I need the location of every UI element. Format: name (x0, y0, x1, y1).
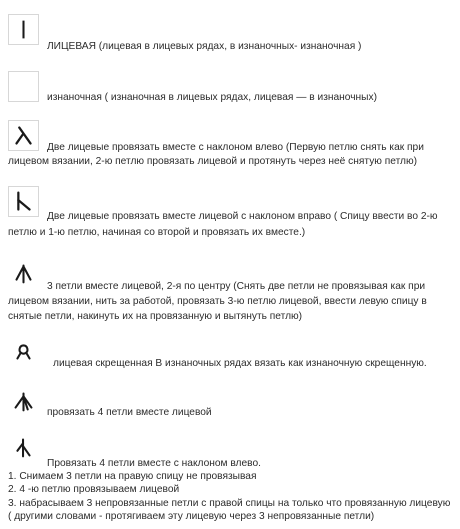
knit-two-together-left-description (47, 141, 424, 154)
knit-two-together-right-icon (8, 186, 39, 217)
knit-stitch-description (47, 40, 361, 53)
twisted-knit-stitch-description (53, 357, 427, 370)
three-together-center-icon (8, 258, 39, 289)
list-item: 3. набрасываем 3 непровязанные петли с правой спицы на только что провязанную лицевую (8, 497, 451, 509)
three-together-center-description-cont2 (8, 310, 302, 323)
knit-two-together-left-description-cont (8, 155, 417, 168)
three-together-center-description (47, 280, 425, 293)
entry-line: изнаночная ( изнаночная в лицевых рядах, лицевая — в изнаночных) (47, 92, 377, 103)
four-together-description (47, 406, 212, 419)
entry-line: лицевом вязании, нить за работой, провязать 3-ю петлю лицевой, ввести левую спицу в (8, 296, 427, 307)
three-together-center-description-cont1 (8, 295, 427, 308)
list-item: 2. 4 -ю петлю провязываем лицевой (8, 484, 180, 496)
list-item: ( другими словами - протягиваем эту лицевую через 3 непровязанные петли) (8, 511, 375, 523)
purl-stitch-description (47, 91, 377, 104)
entry-line: петлю и 1-ю петлю, начиная со второй и провязать их вместе.) (8, 227, 306, 238)
four-together-left-description (47, 457, 261, 470)
entry-line: 3 петли вместе лицевой, 2-я по центру (Снять две петли не провязывая как при (47, 281, 426, 292)
entry-line: снятые петли, накинуть их на провязанную и вытянуть петлю) (8, 311, 303, 322)
entry-line: Две лицевые провязать вместе лицевой с наклоном вправо ( Спицу ввести во 2-ю (47, 211, 438, 222)
entry-line: лицевом вязании, 2-ю петлю провязать лицевой и протянуть через неё снятую петлю) (8, 156, 418, 167)
entry-line: Две лицевые провязать вместе с наклоном влево (Первую петлю снять как при (47, 142, 424, 153)
list-item: 1. Снимаем 3 петли на правую спицу не провязывая (8, 471, 257, 482)
four-together-left-icon (8, 432, 39, 463)
purl-stitch-icon (8, 71, 39, 102)
four-together-icon (8, 386, 39, 417)
knit-stitch-icon (8, 14, 39, 45)
entry-line: лицевая скрещенная В изнаночных рядах вязать как изнаночную скрещенную. (53, 358, 427, 369)
steps-list (8, 470, 450, 524)
knit-two-together-left-icon (8, 120, 39, 151)
knit-two-together-right-description (47, 210, 438, 223)
entry-line: провязать 4 петли вместе лицевой (47, 407, 212, 418)
entry-line: ЛИЦЕВАЯ (лицевая в лицевых рядах, в изнаночных- изнаночная ) (47, 41, 362, 52)
entry-line: Провязать 4 петли вместе с наклоном влево. (47, 458, 261, 469)
knit-two-together-right-description-cont (8, 226, 305, 239)
twisted-knit-stitch-icon (8, 336, 39, 367)
